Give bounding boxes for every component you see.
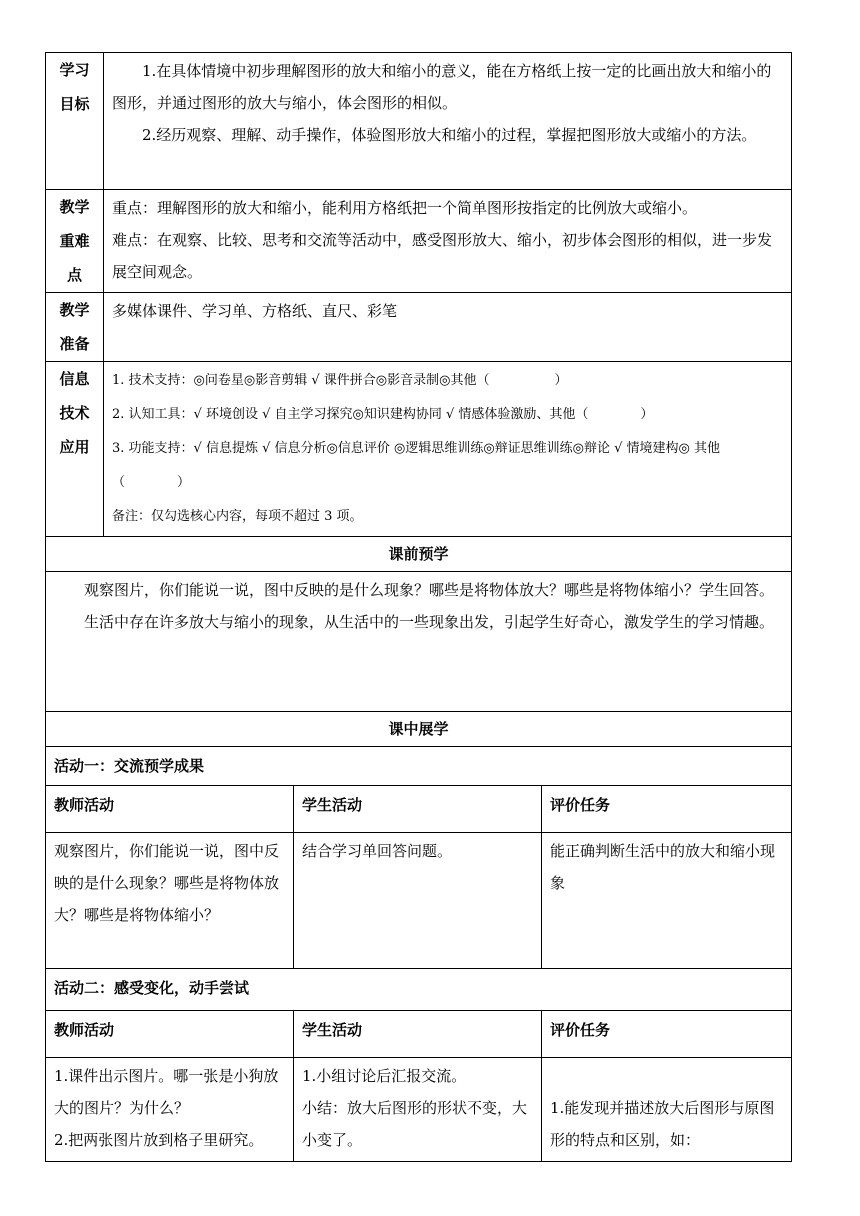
activity1-title-row	[46, 747, 792, 786]
preview-content	[46, 572, 792, 712]
difficult-point: 难点：在观察、比较、思考和交流等活动中，感受图形放大、缩小，初步体会图形的相似，进一步发展空间观念。	[112, 231, 773, 281]
activity1-teacher: 观察图片，你们能说一说，图中反映的是什么现象？哪些是将物体放大？哪些是将物体缩小？	[46, 833, 294, 969]
keypoints-content	[104, 190, 792, 293]
preparation-row	[46, 293, 792, 362]
column-header-teacher: 教师活动	[46, 1011, 294, 1058]
activity2-title: 活动二：感受变化，动手尝试	[46, 969, 792, 1011]
activity1-student: 结合学习单回答问题。	[294, 833, 542, 969]
activity2-content-row	[46, 1058, 792, 1162]
preparation-content: 多媒体课件、学习单、方格纸、直尺、彩笔	[104, 293, 792, 362]
activity2-header-row	[46, 1011, 792, 1058]
lesson-plan-table	[45, 52, 792, 1162]
it-line: 1. 技术支持：◎问卷星◎影音剪辑 √ 课件拼合◎影音录制◎其他（ ）	[112, 373, 568, 388]
key-point: 重点：理解图形的放大和缩小，能利用方格纸把一个简单图形按指定的比例放大或缩小。	[112, 199, 698, 217]
objectives-content	[104, 53, 792, 190]
objectives-row	[46, 53, 792, 190]
column-header-evaluation: 评价任务	[542, 1011, 792, 1058]
column-header-student: 学生活动	[294, 1011, 542, 1058]
lesson-plan-page	[45, 52, 791, 1162]
it-note: 备注：仅勾选核心内容，每项不超过 3 项。	[112, 509, 363, 524]
activity2-student: 1.小组讨论后汇报交流。 小结：放大后图形的形状不变，大小变了。	[294, 1058, 542, 1162]
objective-item: 2.经历观察、理解、动手操作，体验图形放大和缩小的过程，掌握把图形放大或缩小的方法。	[142, 126, 757, 144]
column-header-student: 学生活动	[294, 786, 542, 833]
activity2-evaluation: 1.能发现并描述放大后图形与原图形的特点和区别，如：	[542, 1058, 792, 1162]
preparation-label: 教学 准备	[46, 293, 104, 362]
it-content	[104, 362, 792, 537]
inclass-title-row	[46, 712, 792, 747]
it-line: 3. 功能支持：√ 信息提炼 √ 信息分析◎信息评价 ◎逻辑思维训练◎辩证思维训练◎辩论 √ 情境建构◎ 其他（ ）	[112, 441, 721, 490]
activity2-title-row	[46, 969, 792, 1011]
it-label: 信息 技术 应用	[46, 362, 104, 537]
activity2-teacher: 1.课件出示图片。哪一张是小狗放大的图片？为什么？ 2.把两张图片放到格子里研究。	[46, 1058, 294, 1162]
it-row	[46, 362, 792, 537]
keypoints-row	[46, 190, 792, 293]
column-header-teacher: 教师活动	[46, 786, 294, 833]
keypoints-label: 教学 重难 点	[46, 190, 104, 293]
inclass-title: 课中展学	[46, 712, 792, 747]
objectives-label: 学习 目标	[46, 53, 104, 190]
column-header-evaluation: 评价任务	[542, 786, 792, 833]
activity1-header-row	[46, 786, 792, 833]
it-line: 2. 认知工具：√ 环境创设 √ 自主学习探究◎知识建构协同 √ 情感体验激励、其他（ ）	[112, 407, 654, 422]
preview-title: 课前预学	[46, 537, 792, 572]
objective-item: 1.在具体情境中初步理解图形的放大和缩小的意义，能在方格纸上按一定的比画出放大和缩小的图形，并通过图形的放大与缩小，体会图形的相似。	[112, 62, 772, 112]
activity1-title: 活动一：交流预学成果	[46, 747, 792, 786]
preview-content-row	[46, 572, 792, 712]
activity1-evaluation: 能正确判断生活中的放大和缩小现象	[542, 833, 792, 969]
activity1-content-row	[46, 833, 792, 969]
preview-title-row	[46, 537, 792, 572]
preview-paragraph: 生活中存在许多放大与缩小的现象，从生活中的一些现象出发，引起学生好奇心，激发学生的学习情趣。	[84, 613, 775, 631]
preview-paragraph: 观察图片，你们能说一说，图中反映的是什么现象？哪些是将物体放大？哪些是将物体缩小？学生回答。	[84, 581, 775, 599]
